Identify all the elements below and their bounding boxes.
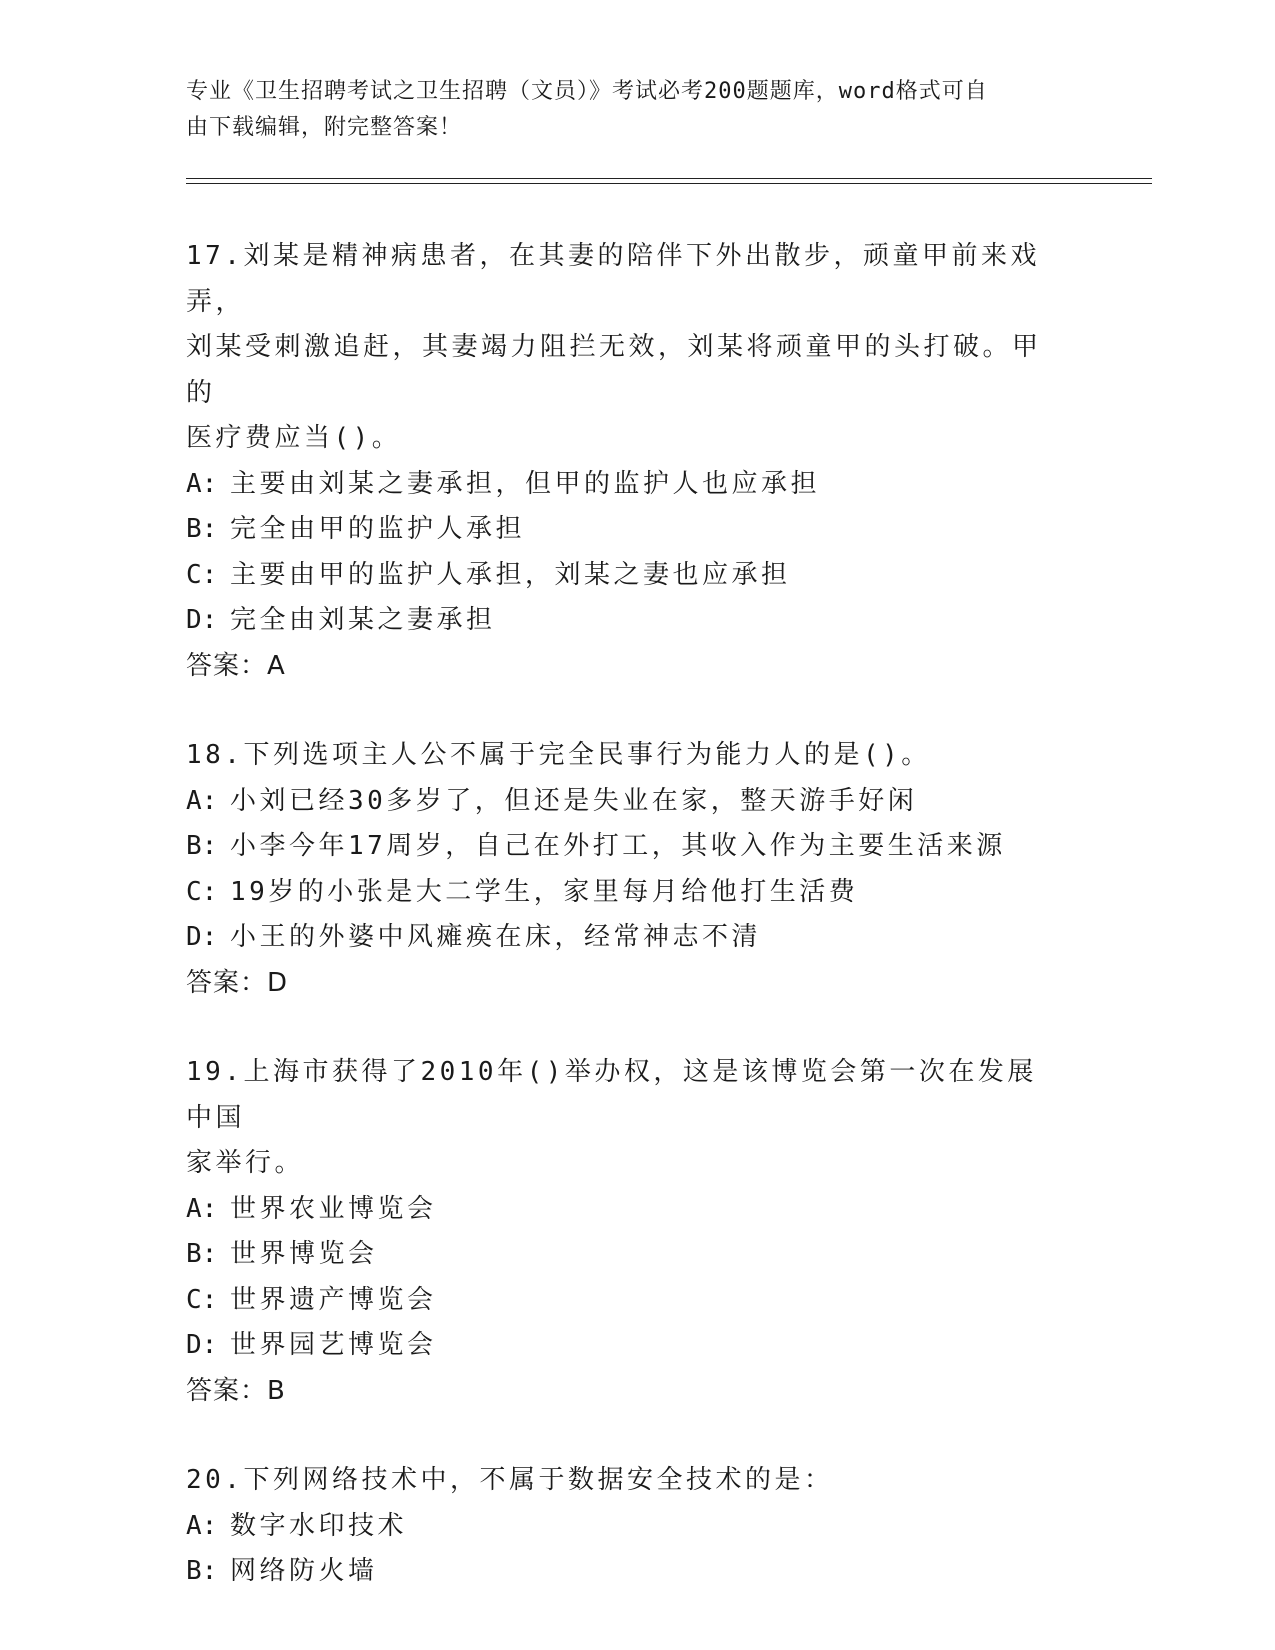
question-stem-line: 刘某受刺激追赶，其妻竭力阻拦无效，刘某将顽童甲的头打破。甲的	[186, 332, 1042, 408]
option-text: 主要由甲的监护人承担，刘某之妻也应承担	[230, 559, 791, 590]
option-text: 小王的外婆中风瘫痪在床，经常神志不清	[230, 922, 762, 952]
question-block	[186, 1050, 1066, 1414]
answer-option	[186, 462, 1066, 508]
option-letter: C:	[186, 559, 218, 590]
option-letter: B:	[186, 1239, 218, 1269]
answer-option	[186, 779, 1066, 825]
option-text: 小李今年17周岁，自己在外打工，其收入作为主要生活来源	[230, 831, 1006, 861]
question-stem-line: 家举行。	[186, 1148, 305, 1178]
document-header	[186, 74, 1066, 146]
option-letter: A:	[186, 1510, 218, 1541]
option-letter: B:	[186, 1556, 218, 1586]
option-text: 19岁的小张是大二学生，家里每月给他打生活费	[230, 876, 859, 907]
question-block	[186, 1458, 1066, 1595]
option-text: 完全由甲的监护人承担	[230, 514, 526, 544]
answer-option	[186, 1504, 1066, 1550]
question-stem-line: 19.上海市获得了2010年()举办权，这是该博览会第一次在发展中国	[186, 1057, 1037, 1133]
option-text: 数字水印技术	[230, 1510, 408, 1541]
question-stem-line: 17.刘某是精神病患者，在其妻的陪伴下外出散步，顽童甲前来戏弄，	[186, 241, 1040, 317]
answer-option	[186, 1549, 1066, 1595]
answer-option	[186, 915, 1066, 961]
option-text: 小刘已经30多岁了，但还是失业在家，整天游手好闲	[230, 785, 918, 816]
option-letter: C:	[186, 1284, 218, 1315]
answer-option	[186, 598, 1066, 644]
option-text: 主要由刘某之妻承担，但甲的监护人也应承担	[230, 468, 821, 499]
header-rule-top	[186, 178, 1152, 179]
option-text: 世界园艺博览会	[230, 1330, 437, 1360]
answer-key: 答案：A	[186, 650, 286, 681]
option-letter: A:	[186, 1193, 218, 1224]
header-line-2: 由下载编辑，附完整答案！	[186, 115, 463, 140]
option-letter: C:	[186, 876, 218, 907]
answer-option	[186, 870, 1066, 916]
header-line-1: 专业《卫生招聘考试之卫生招聘（文员）》考试必考200题题库，word格式可自	[186, 79, 988, 104]
option-text: 世界农业博览会	[230, 1193, 437, 1224]
answer-option	[186, 553, 1066, 599]
answer-key: 答案：D	[186, 967, 289, 998]
question-block	[186, 234, 1066, 689]
option-letter: D:	[186, 605, 218, 635]
option-letter: A:	[186, 468, 218, 499]
question-stem-line: 18.下列选项主人公不属于完全民事行为能力人的是()。	[186, 740, 931, 770]
option-letter: B:	[186, 514, 218, 544]
answer-option	[186, 507, 1066, 553]
question-list	[186, 234, 1066, 1639]
option-text: 世界遗产博览会	[230, 1284, 437, 1315]
option-text: 完全由刘某之妻承担	[230, 605, 496, 635]
answer-option	[186, 1232, 1066, 1278]
answer-option	[186, 1187, 1066, 1233]
question-stem-line: 医疗费应当()。	[186, 423, 402, 453]
option-text: 网络防火墙	[230, 1556, 378, 1586]
question-stem-line: 20.下列网络技术中，不属于数据安全技术的是：	[186, 1465, 834, 1495]
question-block	[186, 733, 1066, 1006]
option-text: 世界博览会	[230, 1239, 378, 1269]
header-rule-bottom	[186, 183, 1152, 184]
answer-option	[186, 1323, 1066, 1369]
answer-option	[186, 824, 1066, 870]
option-letter: D:	[186, 922, 218, 952]
answer-key: 答案：B	[186, 1375, 286, 1406]
option-letter: B:	[186, 831, 218, 861]
option-letter: D:	[186, 1330, 218, 1360]
option-letter: A:	[186, 785, 218, 816]
answer-option	[186, 1278, 1066, 1324]
